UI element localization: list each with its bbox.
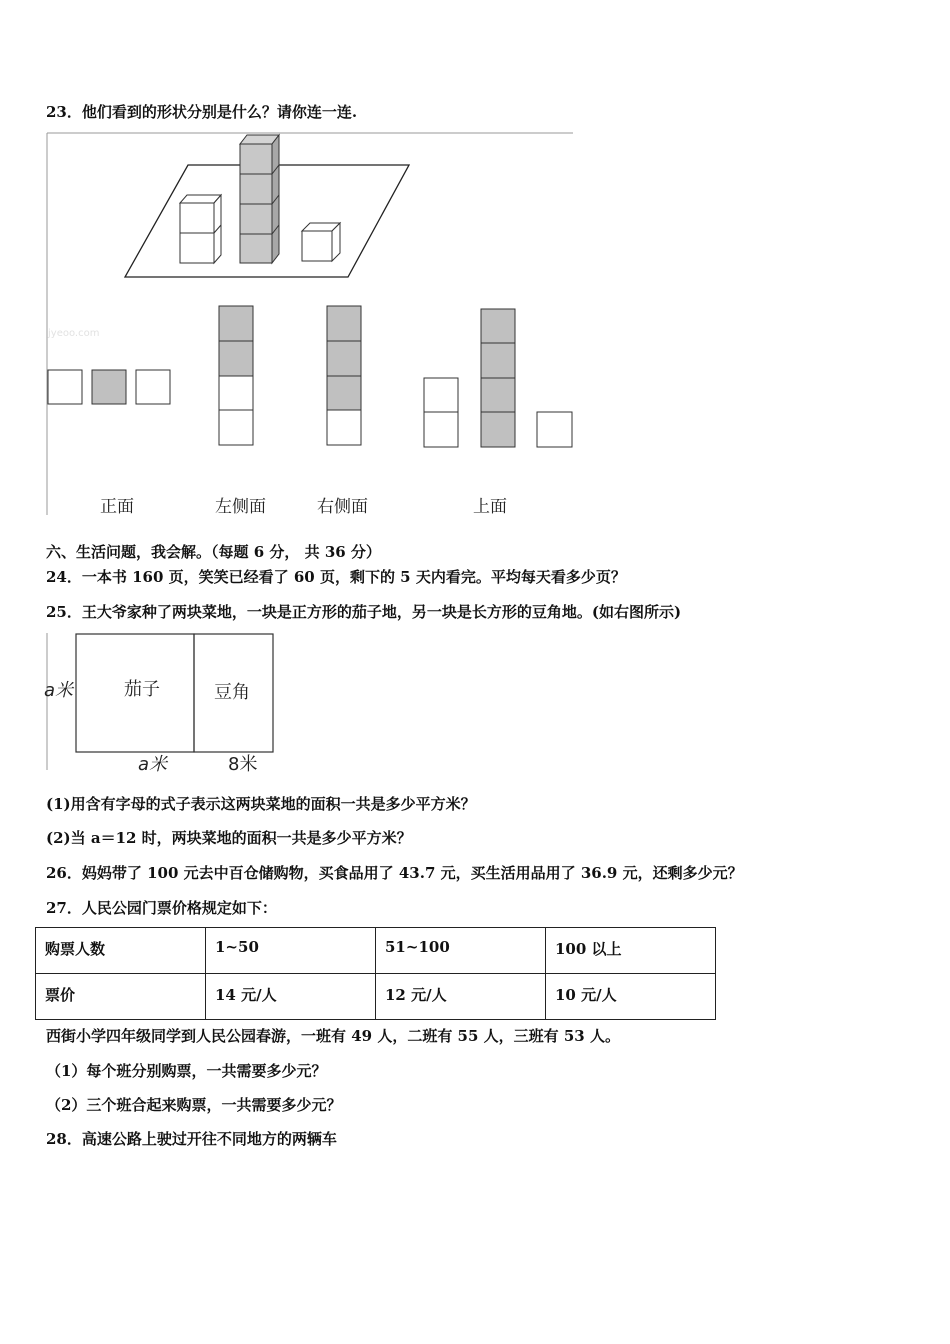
- side-label: a米: [44, 680, 74, 701]
- price-table: [35, 927, 716, 1020]
- q23-text: 23．他们看到的形状分别是什么？请你连一连.: [46, 103, 358, 121]
- cube-stack-left: [180, 195, 221, 263]
- table-cell: 100 以上: [546, 928, 716, 974]
- table-cell: 票价: [36, 974, 206, 1020]
- view-left-side: [219, 306, 253, 445]
- q27-sub2: （2）三个班合起来购票，一共需要多少元？: [46, 1096, 342, 1114]
- q25-sub2: (2)当 a＝12 时，两块菜地的面积一共是多少平方米？: [46, 829, 412, 847]
- label-front: 正面: [100, 497, 134, 517]
- table-row: [36, 974, 716, 1020]
- q25-figure: [40, 630, 280, 778]
- view-front: [48, 370, 170, 404]
- q27-after: 西街小学四年级同学到人民公园春游，一班有 49 人，二班有 55 人，三班有 53 人。: [46, 1027, 620, 1045]
- bottom-a-label: a米: [138, 754, 168, 775]
- view-top: [424, 309, 572, 447]
- bottom-8-label: 8米: [228, 754, 258, 775]
- cube-single-right: [302, 223, 340, 261]
- table-cell: 12 元/人: [376, 974, 546, 1020]
- q27-sub1: （1）每个班分别购票，一共需要多少元？: [46, 1062, 327, 1080]
- section6-heading: 六、生活问题，我会解。（每题 6 分， 共 36 分）: [46, 543, 381, 561]
- label-right-side: 右侧面: [317, 497, 368, 517]
- table-cell: 1~50: [206, 928, 376, 974]
- plot1-label: 茄子: [124, 679, 160, 700]
- table-cell: 10 元/人: [546, 974, 716, 1020]
- q26-text: 26．妈妈带了 100 元去中百仓储购物，买食品用了 43.7 元，买生活用品用了 36.9 元，还剩多少元？: [46, 864, 743, 882]
- view-right-side: [327, 306, 361, 445]
- q25-sub1: (1)用含有字母的式子表示这两块菜地的面积一共是多少平方米？: [46, 795, 476, 813]
- label-top: 上面: [473, 497, 507, 517]
- q23-figure: [40, 130, 580, 520]
- q25-text: 25．王大爷家种了两块菜地，一块是正方形的茄子地，另一块是长方形的豆角地。(如右图所示): [46, 603, 682, 621]
- q27-text: 27．人民公园门票价格规定如下：: [46, 899, 277, 917]
- cube-stack-middle: [240, 135, 279, 263]
- q28-text: 28．高速公路上驶过开往不同地方的两辆车: [46, 1130, 337, 1148]
- table-cell: 51~100: [376, 928, 546, 974]
- label-left-side: 左侧面: [215, 497, 266, 517]
- table-row: [36, 928, 716, 974]
- q24-text: 24．一本书 160 页，笑笑已经看了 60 页，剩下的 5 天内看完。平均每天看多少页？: [46, 568, 626, 586]
- table-cell: 14 元/人: [206, 974, 376, 1020]
- table-cell: 购票人数: [36, 928, 206, 974]
- plot2-label: 豆角: [214, 682, 250, 703]
- watermark: jyeoo.com: [48, 328, 100, 339]
